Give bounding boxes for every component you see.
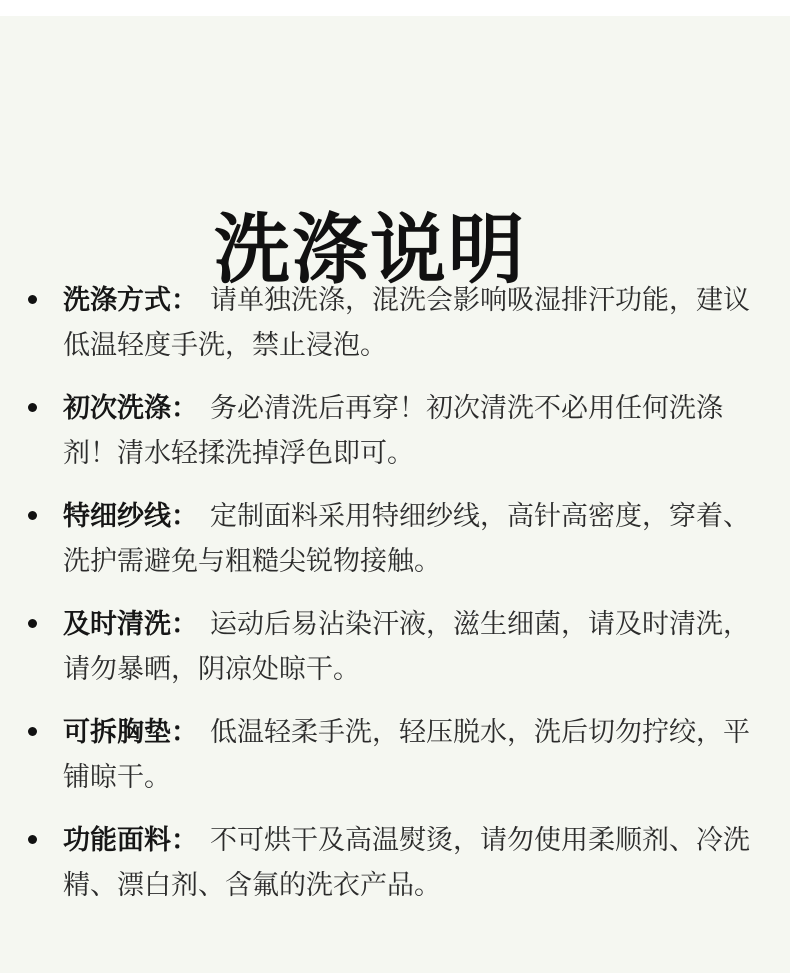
list-item: [0, 386, 790, 494]
list-item: [0, 278, 790, 386]
care-instructions-card: [0, 16, 790, 973]
bullet-icon: [28, 727, 37, 736]
list-item: [0, 494, 790, 602]
item-text: 定制面料采用特细纱线，高针高密度，穿着、洗护需避免与粗糙尖锐物接触。: [63, 501, 750, 577]
item-text: 运动后易沾染汗液，滋生细菌，请及时清洗，请勿暴晒，阴凉处晾干。: [63, 609, 750, 685]
list-item: [0, 818, 790, 926]
item-label: 特细纱线：: [63, 501, 198, 532]
list-item: [0, 602, 790, 710]
bullet-icon: [28, 295, 37, 304]
item-label: 初次洗涤：: [63, 393, 198, 424]
item-text: 务必清洗后再穿！初次清洗不必用任何洗涤剂！清水轻揉洗掉浮色即可。: [63, 393, 723, 469]
item-label: 功能面料：: [63, 825, 198, 856]
page-title: 洗涤说明: [214, 204, 526, 294]
item-text: 不可烘干及高温熨烫，请勿使用柔顺剂、冷洗精、漂白剂、含氟的洗衣产品。: [63, 825, 750, 901]
item-text: 低温轻柔手洗，轻压脱水，洗后切勿拧绞，平铺晾干。: [63, 717, 750, 793]
bullet-icon: [28, 403, 37, 412]
list-item: [0, 710, 790, 818]
care-instructions-list: [0, 278, 790, 926]
bullet-icon: [28, 619, 37, 628]
bullet-icon: [28, 835, 37, 844]
item-label: 及时清洗：: [63, 609, 198, 640]
item-text: 请单独洗涤，混洗会影响吸湿排汗功能，建议低温轻度手洗，禁止浸泡。: [63, 285, 750, 361]
bullet-icon: [28, 511, 37, 520]
item-label: 可拆胸垫：: [63, 717, 198, 748]
item-label: 洗涤方式：: [63, 285, 198, 316]
